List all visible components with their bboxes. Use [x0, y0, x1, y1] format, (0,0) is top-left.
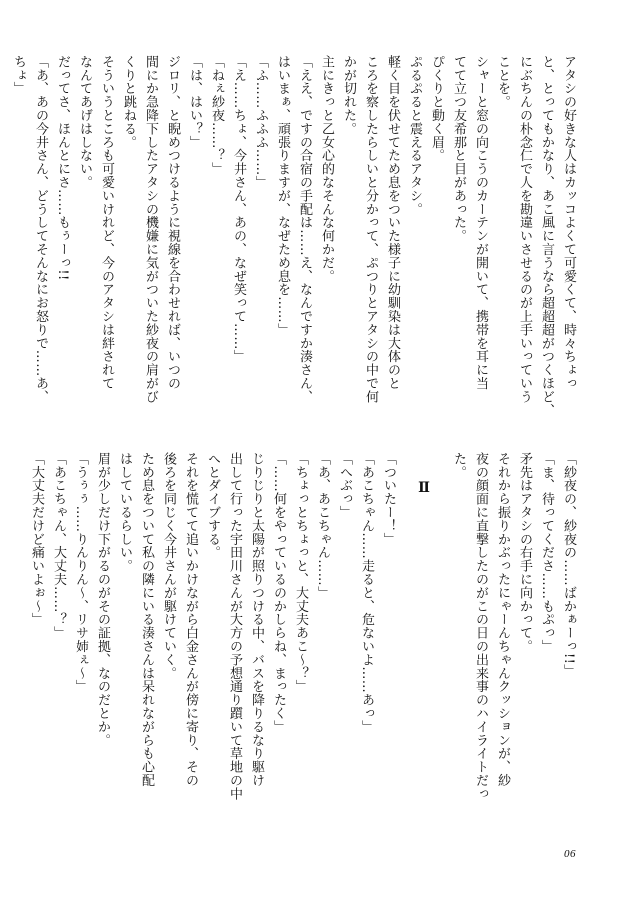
text-line: てて立つ友希那と目があった。: [451, 55, 466, 243]
text-line: 「大丈夫だけど痛いよぉ～」: [29, 452, 44, 627]
text-line: と、とってもかなり、あこ風に言うなら超超超がつくほど、: [539, 55, 554, 417]
text-line: にぶちんの朴念仁で人を勘違いさせるのが上手いっていう: [517, 55, 532, 404]
text-line: 間にか急降下したアタシの機嫌に気がついた紗夜の肩がび: [143, 55, 158, 404]
text-line: はしているらしい。: [117, 452, 132, 573]
text-line: 主にきっと乙女心的なそんな何かだ。: [319, 55, 334, 283]
text-line: 「あこちゃん……走ると、危ないよ……あっ」: [359, 452, 374, 734]
upper-text-block: [11, 55, 579, 417]
text-line: ぷるぷると震えるアタシ。: [407, 55, 422, 216]
text-line: だってさ、ほんとにさ……もぅーっ!!: [55, 55, 70, 281]
page-number: 06: [564, 848, 576, 860]
text-line: そういうところも可愛いけれど、今のアタシは絆されて: [99, 55, 114, 390]
text-line: 出して行った宇田川さんが大方の予想通り躓いて草地の中: [227, 452, 242, 801]
text-line: へとダイブする。: [205, 452, 220, 560]
text-line: それから振りかぶったにゃーんちゃんクッションが、紗: [495, 452, 510, 787]
text-line: 「へぶっ」: [337, 452, 352, 519]
text-line: ジロリ、と睨めつけるように視線を合わせれば、いつの: [165, 55, 180, 390]
text-line: ため息をついて私の隣にいる湊さんは呆れながらも心配: [139, 452, 154, 787]
text-line: 「あこちゃん、大丈夫……？」: [51, 452, 66, 640]
text-line: 「……何をやっているのかしらね、まったく」: [271, 452, 286, 734]
text-line: 「あ、あこちゃん……」: [315, 452, 330, 600]
text-line: 「ま、待ってくださ……もぷっ」: [539, 452, 554, 653]
text-line: じりじりと太陽が照りつける中、バスを降りるなり駆け: [249, 452, 264, 787]
lower-left-text-block: [29, 452, 399, 802]
lower-right-text-block: [451, 452, 579, 802]
text-line: くりと跳ねる。: [121, 55, 136, 149]
section-heading: Ⅱ: [416, 480, 432, 497]
text-line: 「ついたー！」: [381, 452, 396, 546]
text-line: ぴくりと動く眉。: [429, 55, 444, 163]
text-line: ことを。: [495, 55, 510, 109]
text-line: 「紗夜の、紗夜の……ばかぁーっ!!」: [561, 452, 576, 678]
text-line: 「ええ、ですの合宿の手配は……え、なんですか湊さん、: [297, 55, 312, 404]
text-line: 「うぅぅ……りんりん～、リサ姉ぇ～」: [73, 452, 88, 694]
text-line: 夜の顔面に直撃したのがこの日の出来事のハイライトだっ: [473, 452, 488, 801]
text-line: 軽く目を伏せてため息をついた様子に幼馴染は大体のと: [385, 55, 400, 390]
text-line: ちょ」: [11, 55, 26, 96]
text-line: 「え……ちょ、今井さん、あの、なぜ笑って……」: [231, 55, 246, 364]
text-line: 「ちょっとちょっと、大丈夫あこ～？」: [293, 452, 308, 694]
text-line: 「ねぇ紗夜……？」: [209, 55, 224, 176]
text-line: かが切れた。: [341, 55, 356, 136]
text-line: シャーと窓の向こうのカーテンが開いて、携帯を耳に当: [473, 55, 488, 390]
text-line: 後ろを同じく今井さんが駆けていく。: [161, 452, 176, 680]
text-line: 「ふ……ふふふ……」: [253, 55, 268, 189]
text-line: ころを察したらしいと分かって、ぷつりとアタシの中で何: [363, 55, 378, 404]
text-line: 矛先はアタシの右手に向かって。: [517, 452, 532, 653]
text-line: 「は、はい？」: [187, 55, 202, 149]
text-line: た。: [451, 452, 466, 479]
text-line: はいまぁ、頑張りますが、なぜため息を……」: [275, 55, 290, 337]
text-line: なんてあげはしない。: [77, 55, 92, 189]
text-line: 「あ、あの今井さん、どうしてそんなにお怒りで……あ、: [33, 55, 48, 404]
text-line: 眉が少しだけ下がるのがその証拠、なのだとか。: [95, 452, 110, 747]
text-line: アタシの好きな人はカッコよくて可愛くて、時々ちょっ: [561, 55, 576, 390]
text-line: それを慌てて追いかけながら白金さんが傍に寄り、その: [183, 452, 198, 787]
